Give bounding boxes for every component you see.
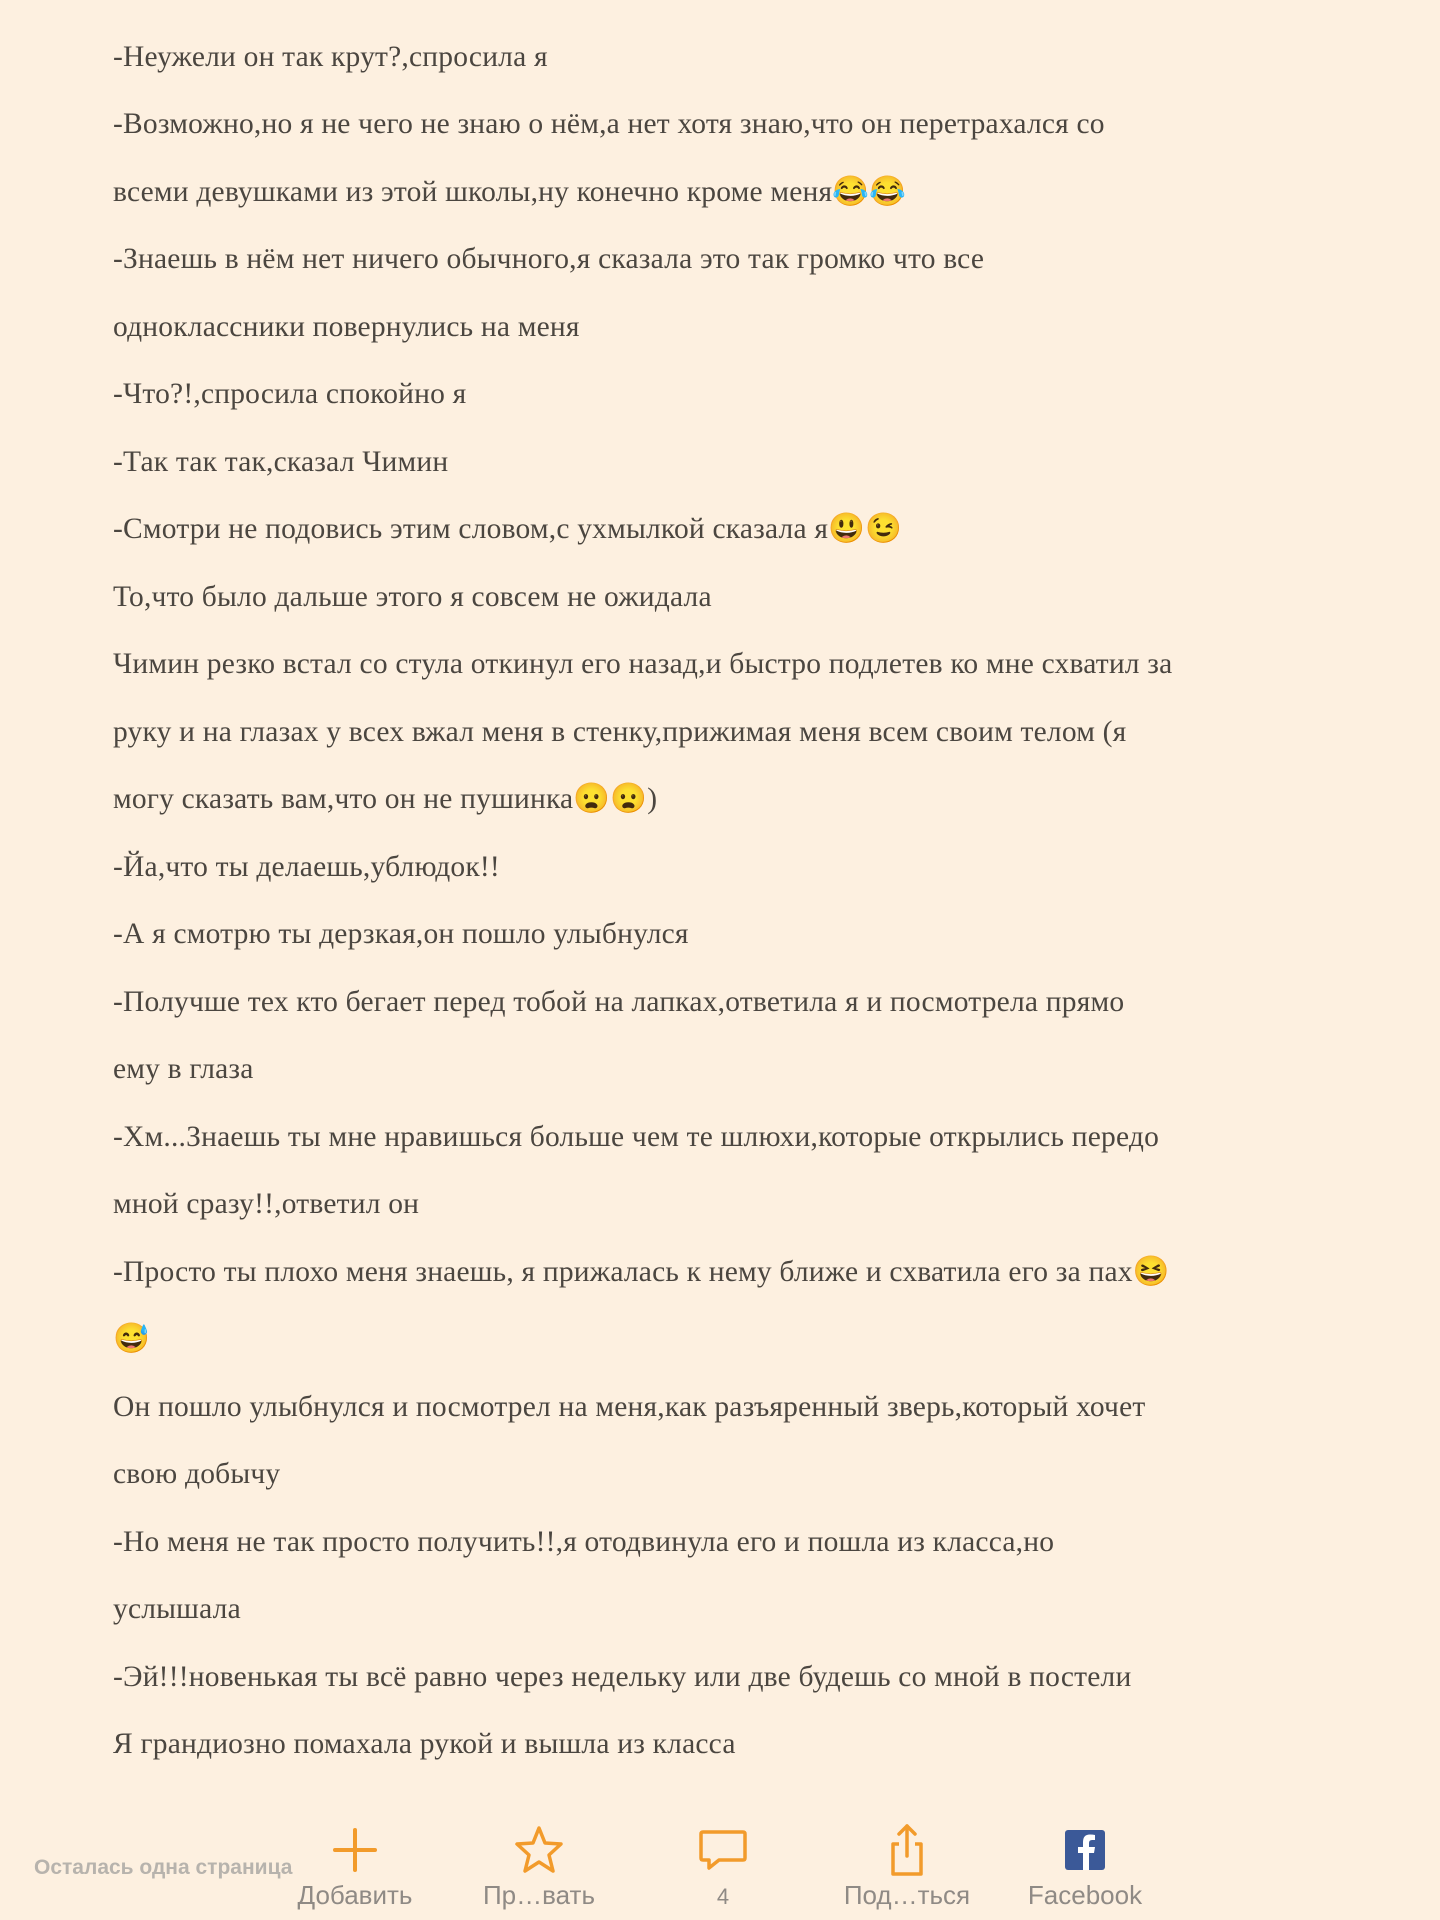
pages-remaining-label: Осталась одна страница — [34, 1856, 293, 1879]
facebook-icon — [1057, 1822, 1113, 1878]
share-button[interactable] — [822, 1812, 992, 1911]
story-line: одноклассники повернулись на меня — [113, 311, 580, 343]
story-line: -А я смотрю ты дерзкая,он пошло улыбнулся — [113, 918, 689, 950]
story-line: -Но меня не так просто получить!!,я отодвинула его и пошла из класса,но — [113, 1526, 1055, 1558]
story-line: могу сказать вам,что он не пушинка😦😦) — [113, 783, 658, 815]
story-line: руку и на глазах у всех вжал меня в стенку,прижимая меня всем своим телом (я — [113, 716, 1127, 748]
add-label: Добавить — [297, 1880, 413, 1910]
story-line: -Неужели он так крут?,спросила я — [113, 41, 548, 73]
share-icon — [879, 1822, 935, 1878]
story-line: -Получше тех кто бегает перед тобой на лапках,ответила я и посмотрела прямо — [113, 986, 1125, 1018]
star-icon — [511, 1822, 567, 1878]
vote-label: Пр…вать — [482, 1880, 595, 1910]
story-line: всеми девушками из этой школы,ну конечно кроме меня😂😂 — [113, 176, 907, 208]
story-line: -Смотри не подовись этим словом,с ухмылкой сказала я😃😉 — [113, 513, 902, 545]
facebook-label: Facebook — [1027, 1880, 1143, 1910]
share-label: Под…ться — [843, 1880, 971, 1910]
story-line: -Так так так,сказал Чимин — [113, 446, 449, 478]
story-line: -Возможно,но я не чего не знаю о нём,а нет хотя знаю,что он перетрахался со — [113, 108, 1105, 140]
story-line: -Хм...Знаешь ты мне нравишься больше чем те шлюхи,которые открылись передо — [113, 1121, 1160, 1153]
story-line: ему в глаза — [113, 1053, 254, 1085]
add-button[interactable] — [270, 1812, 440, 1911]
comments-button[interactable] — [638, 1812, 808, 1910]
story-line: -Что?!,спросила спокойно я — [113, 378, 467, 410]
story-line: То,что было дальше этого я совсем не ожидала — [113, 581, 712, 613]
facebook-button[interactable] — [1000, 1812, 1170, 1911]
plus-icon — [327, 1822, 383, 1878]
story-line: мной сразу!!,ответил он — [113, 1188, 420, 1220]
story-line: Он пошло улыбнулся и посмотрел на меня,как разъяренный зверь,который хочет — [113, 1391, 1146, 1423]
comment-icon — [695, 1822, 751, 1878]
story-line: услышала — [113, 1593, 241, 1625]
bottom-toolbar — [0, 1812, 1440, 1920]
story-line: свою добычу — [113, 1458, 281, 1490]
story-line: -Просто ты плохо меня знаешь, я прижалась к нему ближе и схватила его за пах😆 — [113, 1256, 1170, 1288]
comments-count: 4 — [716, 1884, 730, 1909]
story-line: Я грандиозно помахала рукой и вышла из класса — [113, 1728, 736, 1760]
story-line: Чимин резко встал со стула откинул его назад,и быстро подлетев ко мне схватил за — [113, 648, 1173, 680]
story-line: -Йа,что ты делаешь,ублюдок!! — [113, 851, 500, 883]
story-line: -Знаешь в нём нет ничего обычного,я сказала это так громко что все — [113, 243, 985, 275]
story-line: 😅 — [113, 1323, 150, 1355]
story-line: -Эй!!!новенькая ты всё равно через недельку или две будешь со мной в постели — [113, 1661, 1132, 1693]
vote-button[interactable] — [454, 1812, 624, 1911]
